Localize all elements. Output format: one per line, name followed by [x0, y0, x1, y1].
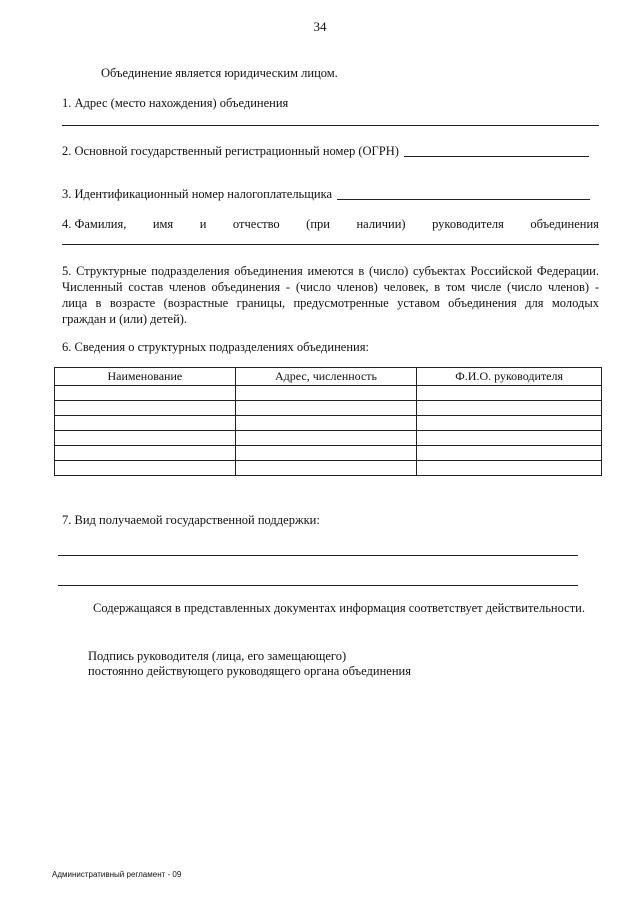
column-header-head: Ф.И.О. руководителя [417, 368, 602, 386]
table-row [55, 461, 602, 476]
state-support-line-2[interactable] [58, 585, 578, 586]
head-name-word: 4. Фамилия, [62, 217, 127, 231]
table-cell[interactable] [417, 461, 602, 476]
head-name-word: наличии) [356, 217, 406, 231]
page-number: 34 [313, 19, 327, 34]
inn-line[interactable] [337, 199, 590, 200]
structural-units-table [54, 367, 602, 476]
head-name-word: (при [306, 217, 330, 231]
column-header-address: Адрес, численность [235, 368, 417, 386]
structural-units-line-3: лица в возрасте (возрастные границы, предусмотренные уставом объединения для молодых [62, 296, 599, 310]
table-cell[interactable] [55, 446, 236, 461]
table-row [55, 446, 602, 461]
table-cell[interactable] [55, 431, 236, 446]
address-line[interactable] [62, 125, 599, 126]
signature-caption-line-1: Подпись руководителя (лица, его замещающего) [88, 649, 347, 663]
structural-units-line-2: Численный состав членов объединения - (число членов) человек, в том числе (число членов) - [62, 280, 599, 294]
head-name-label [62, 217, 599, 232]
intro-statement: Объединение является юридическим лицом. [101, 66, 338, 80]
table-cell[interactable] [417, 431, 602, 446]
ogrn-label: 2. Основной государственный регистрационный номер (ОГРН) [62, 144, 399, 158]
table-cell[interactable] [235, 461, 417, 476]
head-name-line[interactable] [62, 244, 599, 245]
table-row [55, 431, 602, 446]
table-cell[interactable] [55, 416, 236, 431]
footer-note: Административный регламент - 09 [52, 870, 182, 879]
table-cell[interactable] [235, 431, 417, 446]
head-name-word: руководителя [432, 217, 504, 231]
address-label: 1. Адрес (место нахождения) объединения [62, 96, 289, 110]
state-support-label: 7. Вид получаемой государственной поддержки: [62, 513, 320, 527]
table-cell[interactable] [235, 416, 417, 431]
confirmation-statement: Содержащаяся в представленных документах информация соответствует действительности. [93, 601, 585, 615]
structural-units-line-1: 5. Структурные подразделения объединения имеются в (число) субъектах Российской Федерации. [62, 264, 599, 278]
table-cell[interactable] [235, 446, 417, 461]
structural-units-info-label: 6. Сведения о структурных подразделениях объединения: [62, 340, 369, 354]
head-name-word: отчество [232, 217, 280, 231]
table-cell[interactable] [417, 401, 602, 416]
structural-units-line-4: граждан и (или) детей). [62, 312, 188, 326]
table-cell[interactable] [235, 386, 417, 401]
signature-caption-line-2: постоянно действующего руководящего органа объединения [88, 664, 411, 678]
table-cell[interactable] [55, 461, 236, 476]
table-row [55, 401, 602, 416]
state-support-line-1[interactable] [58, 555, 578, 556]
table-cell[interactable] [235, 401, 417, 416]
table-row [55, 416, 602, 431]
table-row [55, 386, 602, 401]
ogrn-line[interactable] [404, 156, 589, 157]
head-name-word: и [199, 217, 207, 231]
head-name-word: объединения [530, 217, 599, 231]
column-header-name: Наименование [55, 368, 236, 386]
table-cell[interactable] [417, 386, 602, 401]
table-cell[interactable] [417, 446, 602, 461]
inn-label: 3. Идентификационный номер налогоплательщика [62, 187, 333, 201]
table-cell[interactable] [417, 416, 602, 431]
table-cell[interactable] [55, 401, 236, 416]
head-name-word: имя [152, 217, 174, 231]
table-cell[interactable] [55, 386, 236, 401]
